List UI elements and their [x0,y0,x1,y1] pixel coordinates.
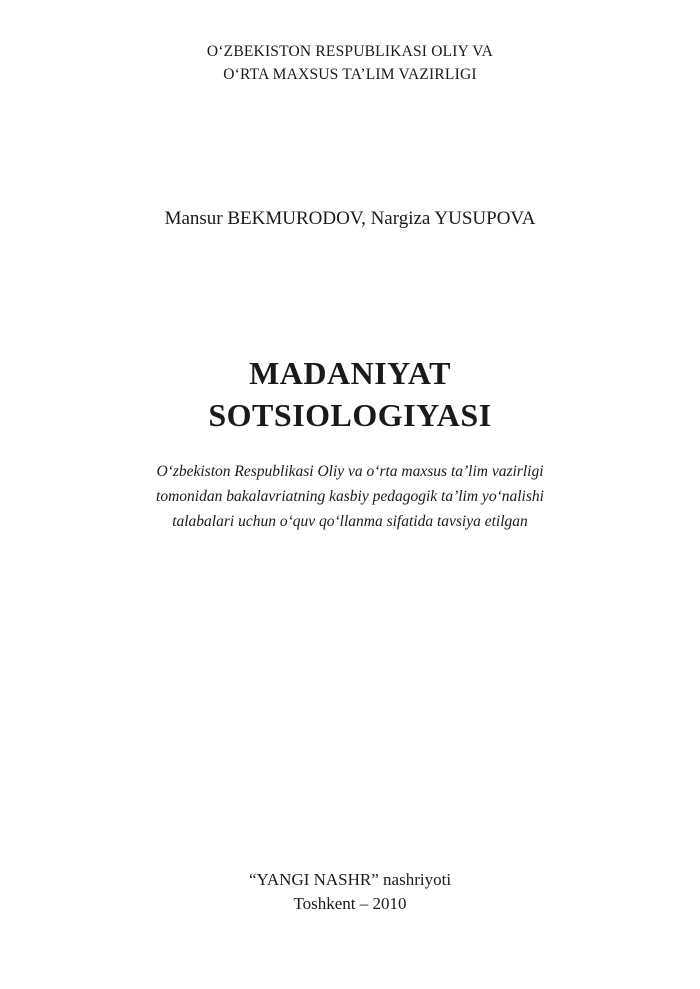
recommendation-line-3: talabalari uchun o‘quv qo‘llanma sifatida tavsiya etilgan [172,513,528,530]
book-title-line-1: MADANIYAT [249,355,451,391]
publisher-city-year: Toshkent – 2010 [293,894,407,913]
publisher-block [0,868,700,916]
book-title-line-2: SOTSIOLOGIYASI [208,397,492,433]
recommendation-line-2: tomonidan bakalavriatning kasbiy pedagogik ta’lim yo‘nalishi [156,488,544,505]
ministry-line-1: O‘ZBEKISTON RESPUBLIKASI OLIY VA [206,43,494,60]
book-title [0,352,700,436]
ministry-header [0,40,700,86]
recommendation-note [0,459,700,534]
recommendation-line-1: O‘zbekiston Respublikasi Oliy va o‘rta maxsus ta’lim vazirligi [156,463,544,480]
authors: Mansur BEKMURODOV, Nargiza YUSUPOVA [164,208,536,229]
publisher-name: “YANGI NASHR” nashriyoti [248,870,452,889]
ministry-line-2: O‘RTA MAXSUS TA’LIM VAZIRLIGI [223,66,477,83]
